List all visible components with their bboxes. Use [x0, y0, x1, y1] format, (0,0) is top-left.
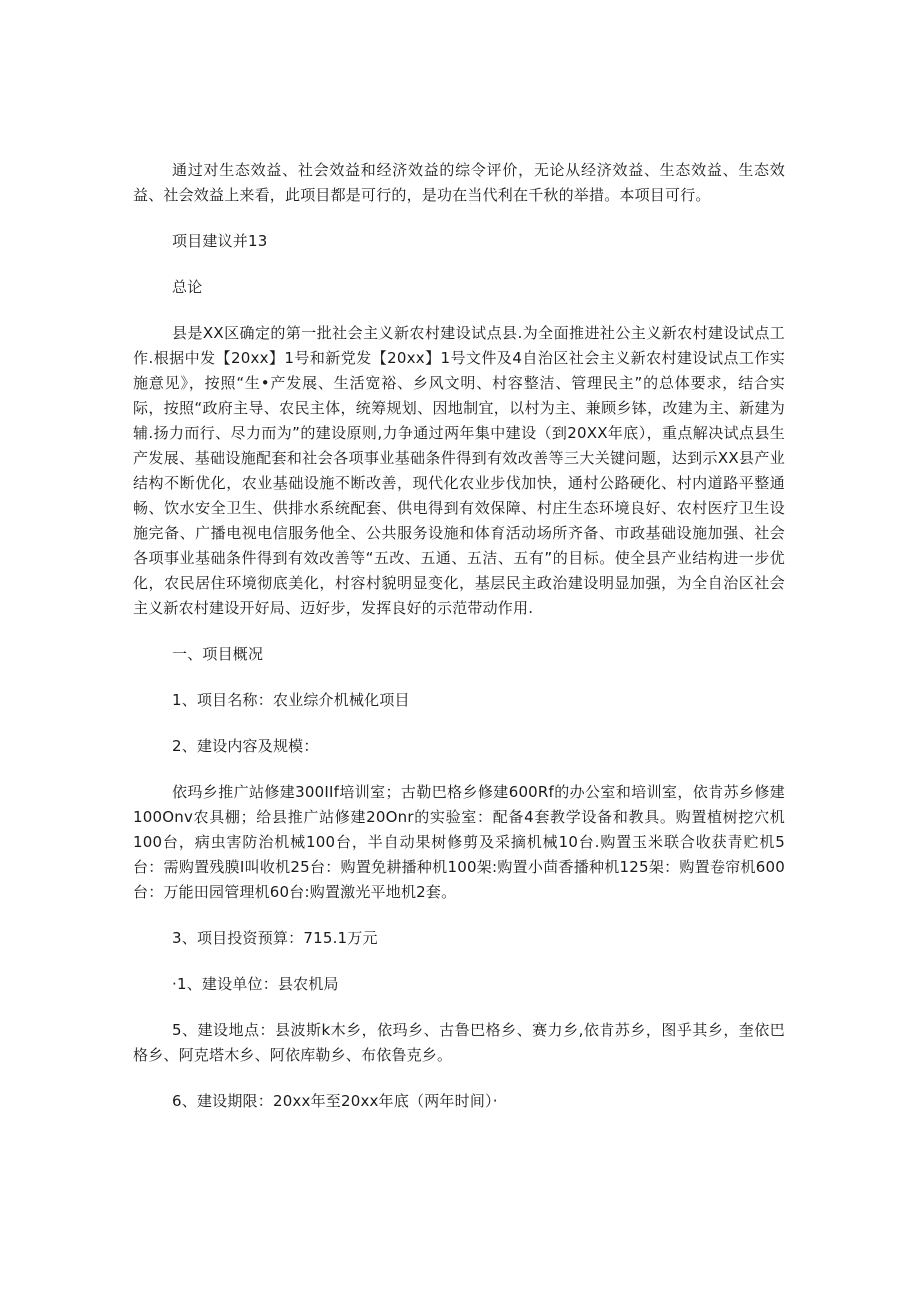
- paragraph-heading-proposal: 项目建议并13: [172, 232, 268, 250]
- paragraph-construction-location: 5、建设地点：县波斯k木乡，依玛乡、古鲁巴格乡、赛力乡,依肯苏乡，图乎其乡，奎依巴格乡、阿克塔木乡、阿依库勒乡、布依鲁克乡。: [133, 1021, 785, 1064]
- document-page: [133, 158, 785, 1135]
- paragraph-construction-scope-heading: 2、建设内容及规模：: [172, 737, 319, 755]
- paragraph-project-name: 1、项目名称：农业综介机械化项目: [172, 691, 410, 709]
- paragraph-section-project-overview: 一、项目概况: [172, 645, 264, 663]
- paragraph-evaluation: 通过对生态效益、社会效益和经济效益的综令评价，无论从经济效益、生态效益、生态效益、社会效益上来看，此项目都是可行的，是功在当代利在千秋的举措。本项目可行。: [133, 161, 785, 204]
- paragraph-overview: 县是XX区确定的第一批社会主义新农村建设试点县.为全面推进社公主义新农村建设试点工作.根据中发【20xx】1号和新党发【20xx】1号文件及4自治区社会主义新农村建设试点工作实施意见》，按照“生•产发展、生活宽裕、乡风文明、村容整洁、管理民主”的总体要求，结合实际，按照“政府主导、农民主体，统筹规划、因地制宜，以村为主、兼顾乡钵，改建为主、新建为辅.扬力而行、尽力而为”的建设原则,力争通过两年集中建设（到20XX年底），重点解决试点县生产发展、基础设施配套和社会各项事业基础条件得到有效改善等三大关键问题，达到示XX县产业结构不断优化，农业基础设施不断改善，现代化农业步伐加快，通村公路硬化、村内道路平整通畅、饮水安全卫生、供排水系统配套、供电得到有效保障、村庄生态环境良好、农村医疗卫生设施完备、广播电视电信服务他全、公共服务设施和体育活动场所齐备、市政基础设施加强、社会各项事业基础条件得到有效改善等“五改、五通、五洁、五有”的目标。使全县产业结构进一步优化，农民居住环境彻底美化，村容村貌明显变化，基层民主政治建设明显加强，为全自治区社会主义新农村建设开好局、迈好步，发挥良好的示范带动作用.: [133, 324, 785, 617]
- paragraph-construction-unit: ·1、建设单位：县农机局: [172, 975, 339, 993]
- paragraph-construction-scope: 依玛乡推广站修建300IIf培训室；古勒巴格乡修建600Rf的办公室和培训室，依肯苏乡修建100Onv农具棚；给县推广站修建20Onr的实验室：配备4套教学设备和教具。购置植树挖穴机100台，病虫害防治机械100台，半自动果树修剪及采摘机械10台.购置玉米联合收获青贮机5台：需购置残膜I叫收机25台：购置免耕播种机100架:购置小茴香播种机125架：购置卷帘机600台：万能田园管理机60台:购置激光平地机2套。: [133, 783, 785, 901]
- paragraph-heading-general: 总论: [172, 278, 203, 296]
- paragraph-construction-period: 6、建设期限：20xx年至20xx年底（两年时间）·: [172, 1092, 498, 1110]
- paragraph-budget: 3、项目投资预算：715.1万元: [172, 929, 378, 947]
